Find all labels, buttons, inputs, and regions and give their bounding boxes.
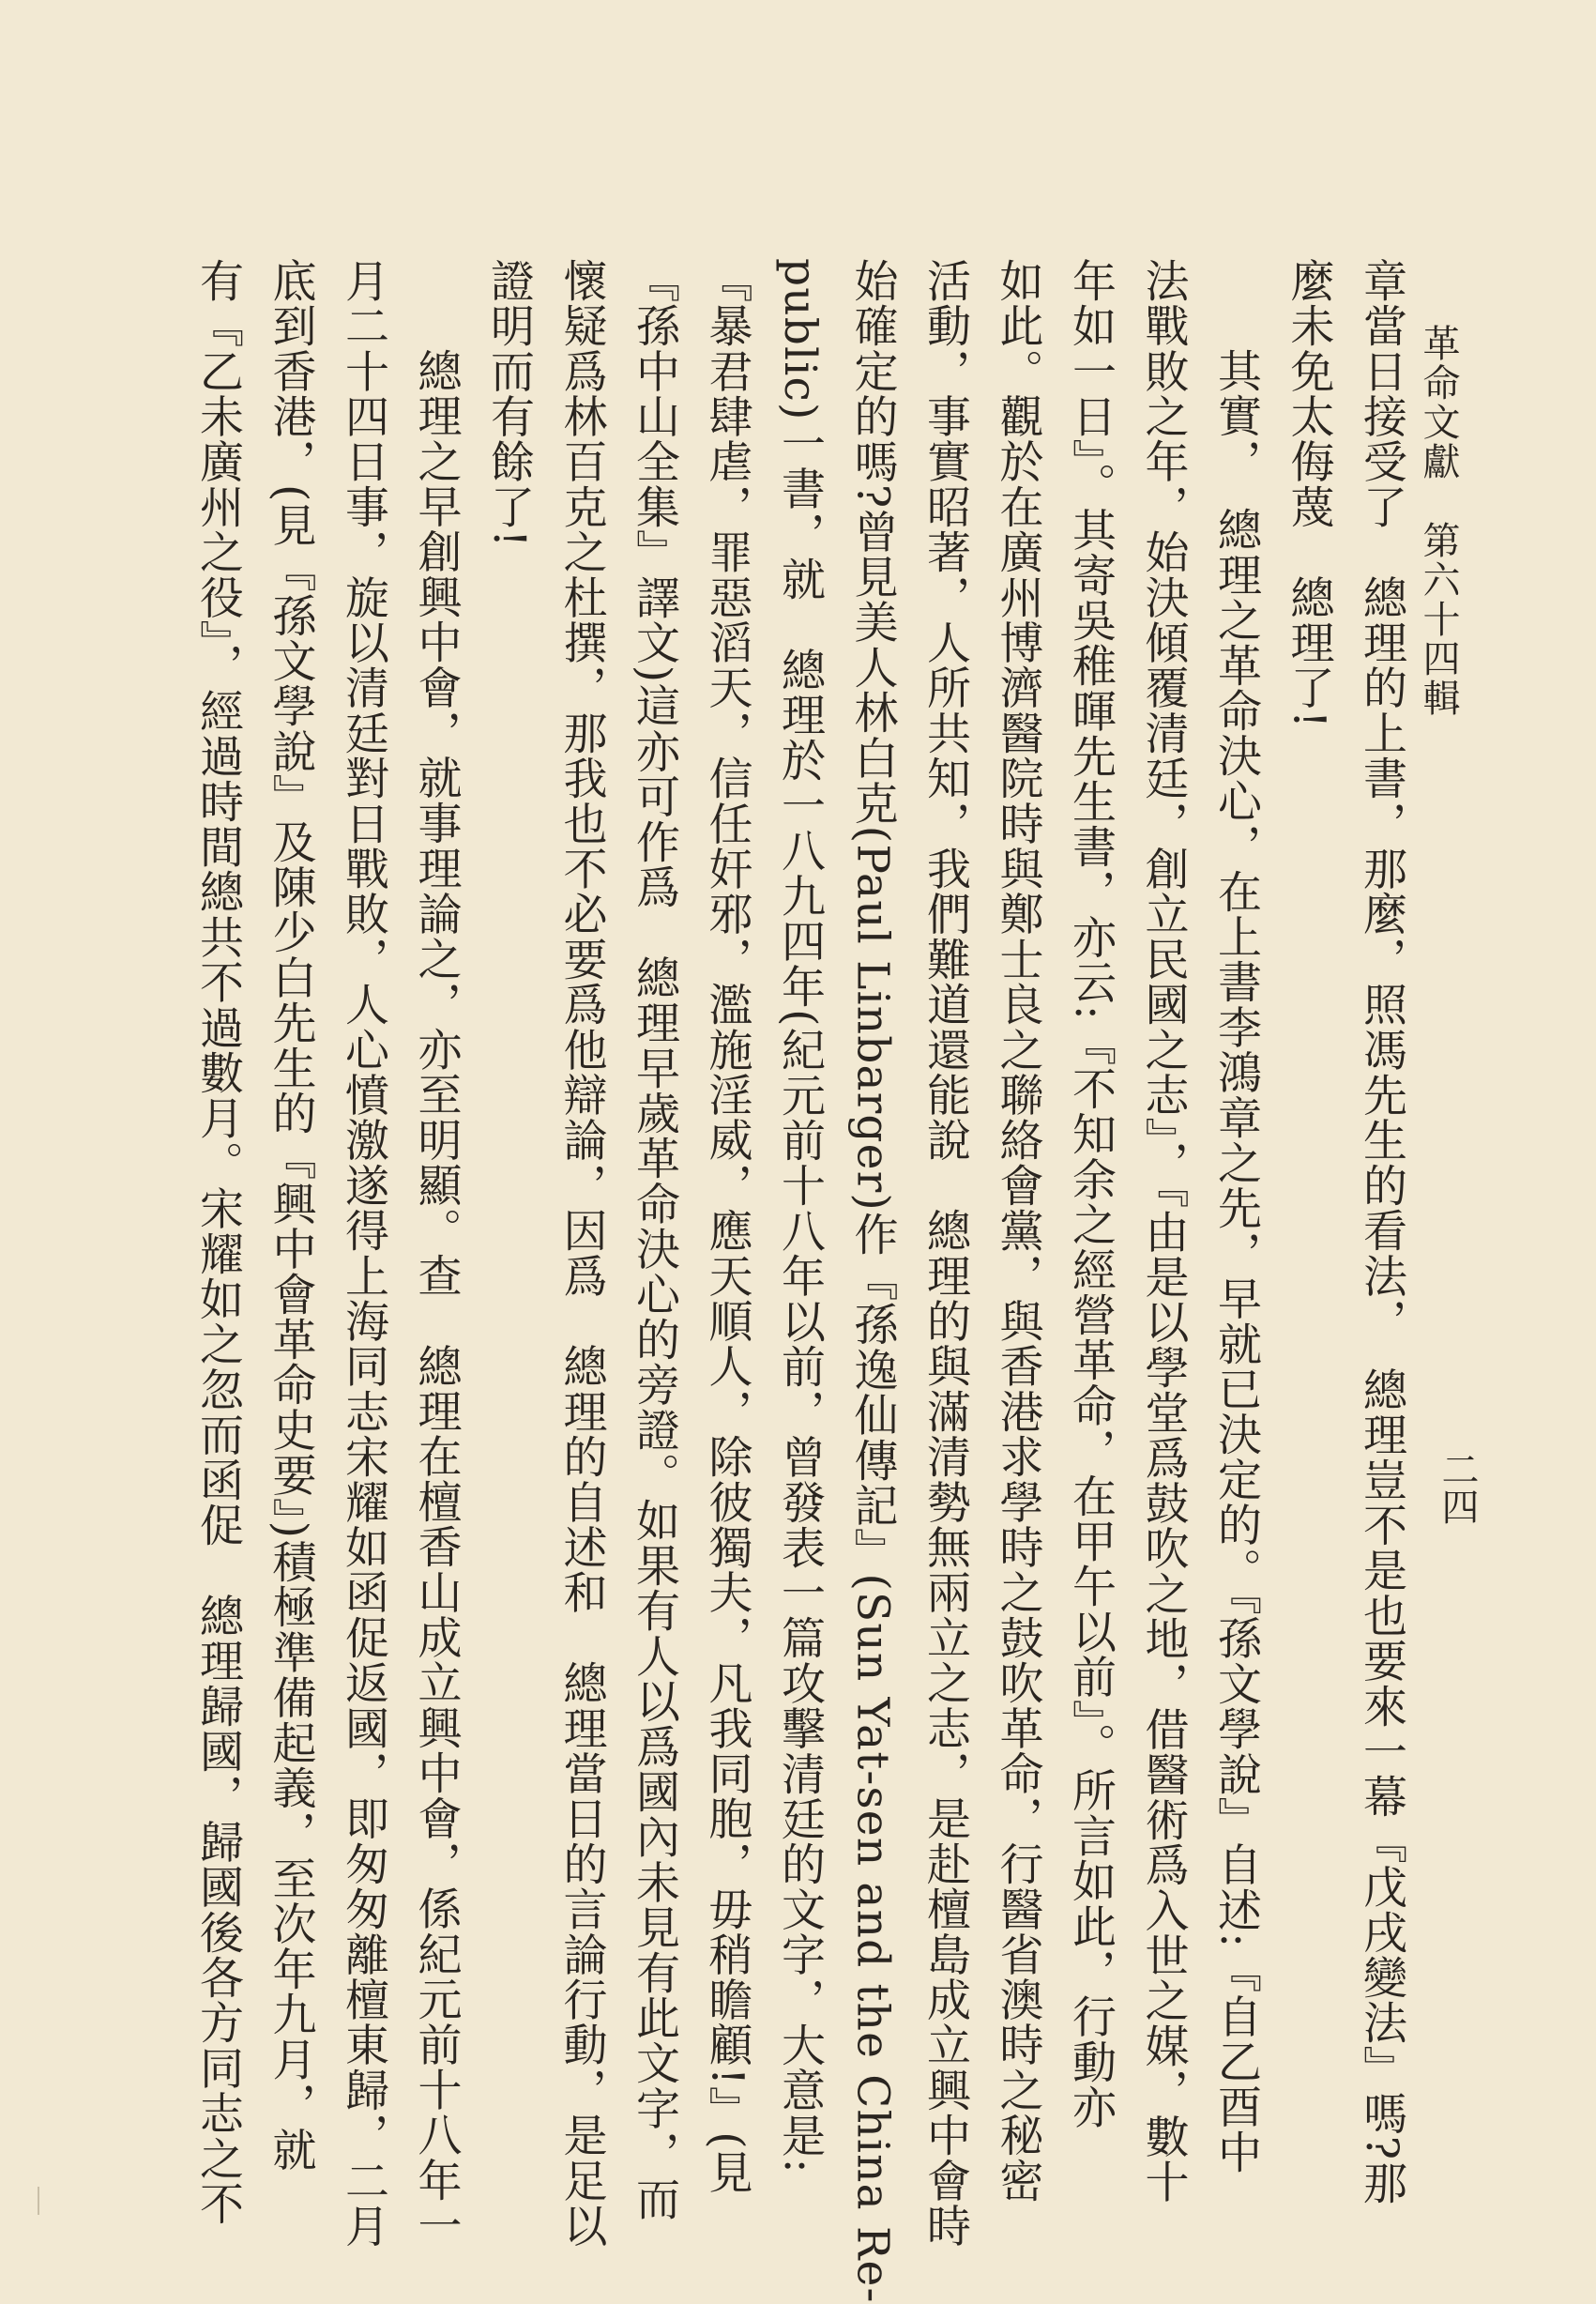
text-line: public)一書，就 總理於一八九四年(紀元前十八年以前，曾發表一篇攻擊清廷的文字，大意是: — [774, 258, 826, 2174]
text-line: 『孫中山全集』譯文)這亦可作爲 總理早歲革命決心的旁證。如果有人以爲國內未見有此文字，而 — [629, 258, 680, 2222]
text-line: 麼未免太侮蔑 總理了! — [1283, 258, 1335, 730]
page-number: 二四 — [1436, 1450, 1479, 1525]
text-line: 法戰敗之年，始決傾覆清廷，創立民國之志』，『由是以學堂爲鼓吹之地，借醫術爲入世之媒，數十 — [1137, 258, 1190, 2205]
text-line: 始確定的嗎?曾見美人林白克(Paul Linbarger)作『孫逸仙傳記』(Sun Yat-sen and the China Re- — [846, 258, 899, 2304]
text-line: 章當日接受了 總理的上書，那麼，照馮先生的看法， 總理豈不是也要來一幕『戊戌變法』嗎?那 — [1356, 258, 1407, 2206]
running-header: 革命文獻 第六十四輯 — [1417, 324, 1460, 718]
text-line: 懷疑爲林百克之杜撰，那我也不必要爲他辯論，因爲 總理的自述和 總理當日的言論行動，是足以 — [555, 258, 608, 2249]
text-line: 如此。觀於在廣州博濟醫院時與鄭士良之聯絡會黨，與香港求學時之鼓吹革命，行醫省澳時之秘密 — [992, 258, 1044, 2204]
text-line: 有『乙未廣州之役』，經過時間總共不過數月。宋耀如之忽而函促 總理歸國，歸國後各方同志之不 — [192, 258, 244, 2227]
text-line: 年如一日』。其寄吳稚暉先生書，亦云:『不知余之經營革命，在甲午以前』。所言如此，行動亦 — [1065, 258, 1117, 2130]
text-line: 活動，事實昭著，人所共知，我們難道還能說 總理的與滿清勢無兩立之志，是赴檀島成立興中會時 — [920, 258, 971, 2249]
text-line: 證明而有餘了! — [483, 258, 535, 549]
paragraph-start-line: 總理之早創興中會，就事理論之，亦至明顯。查 總理在檀香山成立興中會，係紀元前十八年一 — [410, 348, 463, 2249]
body-text — [182, 258, 1419, 2304]
text-line: 底到香港，(見『孫文學說』及陳少白先生的『興中會革命史要』)積極準備起義，至次年九月，就 — [265, 258, 317, 2173]
page-edge-mark — [38, 2187, 39, 2215]
paragraph-start-line: 其實， 總理之革命決心，在上書李鴻章之先，早就已決定的。『孫文學說』自述:『自乙酉中 — [1210, 348, 1262, 2175]
text-line: 『暴君肆虐，罪惡滔天，信任奸邪，濫施淫威，應天順人，除彼獨夫，凡我同胞，毋稍瞻顧!』(見 — [701, 258, 753, 2196]
text-line: 月二十四日事，旋以清廷對日戰敗，人心憤激遂得上海同志宋耀如函促返國，即匆匆離檀東歸，二月 — [338, 258, 389, 2249]
